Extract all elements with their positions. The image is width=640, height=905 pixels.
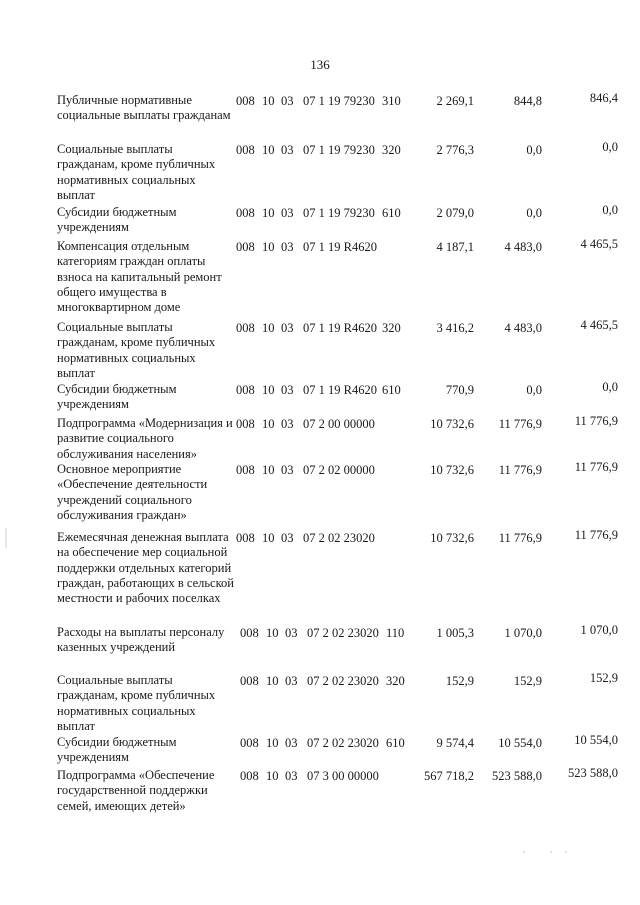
row-csr: 07 3 00 00000	[307, 769, 379, 783]
row-pr: 03	[281, 383, 294, 397]
row-value-2019: 10 732,6	[430, 531, 474, 545]
row-pr: 03	[281, 143, 294, 157]
row-rz: 10	[262, 383, 275, 397]
row-vr: 320	[382, 143, 401, 157]
row-pr: 03	[281, 94, 294, 108]
row-pr: 03	[281, 463, 294, 477]
row-ved: 008	[236, 383, 255, 397]
row-vr: 610	[382, 206, 401, 220]
row-ved: 008	[240, 626, 259, 640]
row-value-2021: 523 588,0	[568, 766, 618, 780]
row-value-2021: 10 554,0	[574, 733, 618, 747]
row-pr: 03	[285, 769, 298, 783]
row-value-2021: 0,0	[602, 140, 618, 154]
page-number: 136	[310, 57, 330, 72]
row-csr: 07 2 02 23020	[303, 531, 375, 545]
row-rz: 10	[266, 626, 279, 640]
row-name: Ежемесячная денежная выплата на обеспечение мер социальной поддержки отдельных категорий граждан, работающих в сельской местности и рабочих поселках	[57, 530, 234, 606]
row-value-2019: 152,9	[445, 674, 474, 688]
row-name: Расходы на выплаты персоналу казенных учреждений	[57, 625, 225, 655]
row-value-2021: 11 776,9	[574, 528, 618, 542]
row-ved: 008	[236, 417, 255, 431]
row-value-2021: 4 465,5	[580, 318, 618, 332]
row-vr: 320	[386, 674, 405, 688]
row-pr: 03	[285, 626, 298, 640]
row-value-2019: 10 732,6	[430, 463, 474, 477]
row-value-2019: 1 005,3	[436, 626, 474, 640]
row-pr: 03	[281, 206, 294, 220]
row-vr: 610	[386, 736, 405, 750]
row-csr: 07 1 19 79230	[303, 206, 375, 220]
row-rz: 10	[262, 463, 275, 477]
row-ved: 008	[236, 321, 255, 335]
row-value-2020: 152,9	[513, 674, 542, 688]
row-value-2020: 844,8	[513, 94, 542, 108]
row-value-2020: 0,0	[526, 383, 542, 397]
row-rz: 10	[262, 206, 275, 220]
row-csr: 07 2 02 23020	[307, 626, 379, 640]
row-name: Социальные выплаты гражданам, кроме публичных нормативных социальных выплат	[57, 142, 216, 202]
row-pr: 03	[281, 321, 294, 335]
row-value-2021: 152,9	[589, 671, 618, 685]
row-name: Компенсация отдельным категориям граждан оплаты взноса на капитальный ремонт общего имущества в многоквартирном доме	[57, 239, 222, 315]
row-name: Социальные выплаты гражданам, кроме публичных нормативных социальных выплат	[57, 320, 216, 380]
row-value-2019: 4 187,1	[436, 240, 474, 254]
row-value-2019: 3 416,2	[436, 321, 474, 335]
row-ved: 008	[236, 463, 255, 477]
row-name: Подпрограмма «Модернизация и развитие социального обслуживания населения»	[57, 416, 233, 461]
row-value-2020: 0,0	[526, 143, 542, 157]
row-value-2021: 0,0	[602, 203, 618, 217]
row-value-2020: 11 776,9	[498, 463, 542, 477]
row-value-2019: 770,9	[445, 383, 474, 397]
row-ved: 008	[236, 143, 255, 157]
row-value-2020: 10 554,0	[498, 736, 542, 750]
row-rz: 10	[262, 531, 275, 545]
row-csr: 07 1 19 R4620	[303, 383, 377, 397]
row-value-2019: 2 079,0	[436, 206, 474, 220]
row-value-2021: 11 776,9	[574, 414, 618, 428]
row-ved: 008	[236, 94, 255, 108]
row-value-2020: 523 588,0	[492, 769, 542, 783]
row-rz: 10	[262, 143, 275, 157]
row-value-2020: 4 483,0	[504, 240, 542, 254]
row-pr: 03	[281, 417, 294, 431]
row-csr: 07 1 19 79230	[303, 94, 375, 108]
row-pr: 03	[285, 736, 298, 750]
row-ved: 008	[240, 674, 259, 688]
row-pr: 03	[285, 674, 298, 688]
row-ved: 008	[236, 240, 255, 254]
row-value-2019: 10 732,6	[430, 417, 474, 431]
row-rz: 10	[266, 769, 279, 783]
row-ved: 008	[236, 531, 255, 545]
row-vr: 110	[386, 626, 405, 640]
row-value-2020: 4 483,0	[504, 321, 542, 335]
row-vr: 610	[382, 383, 401, 397]
row-name: Субсидии бюджетным учреждениям	[57, 382, 177, 412]
row-csr: 07 1 19 R4620	[303, 321, 377, 335]
row-ved: 008	[240, 736, 259, 750]
row-ved: 008	[236, 206, 255, 220]
row-value-2021: 846,4	[589, 91, 618, 105]
row-name: Основное мероприятие «Обеспечение деятельности учреждений социального обслуживания граждан»	[57, 462, 208, 522]
row-vr: 310	[382, 94, 401, 108]
row-ved: 008	[240, 769, 259, 783]
row-name: Субсидии бюджетным учреждениям	[57, 735, 177, 765]
row-value-2020: 11 776,9	[498, 417, 542, 431]
row-value-2019: 2 269,1	[436, 94, 474, 108]
row-rz: 10	[262, 240, 275, 254]
row-value-2020: 0,0	[526, 206, 542, 220]
row-pr: 03	[281, 531, 294, 545]
row-value-2020: 11 776,9	[498, 531, 542, 545]
row-value-2021: 1 070,0	[580, 623, 618, 637]
row-value-2021: 11 776,9	[574, 460, 618, 474]
row-vr: 320	[382, 321, 401, 335]
row-rz: 10	[266, 736, 279, 750]
row-csr: 07 2 02 00000	[303, 463, 375, 477]
row-rz: 10	[262, 94, 275, 108]
row-csr: 07 2 02 23020	[307, 736, 379, 750]
row-value-2019: 9 574,4	[436, 736, 474, 750]
row-pr: 03	[281, 240, 294, 254]
row-value-2020: 1 070,0	[504, 626, 542, 640]
row-name: Субсидии бюджетным учреждениям	[57, 205, 177, 235]
row-name: Подпрограмма «Обеспечение государственной поддержки семей, имеющих детей»	[57, 768, 215, 813]
row-csr: 07 1 19 79230	[303, 143, 375, 157]
row-value-2021: 0,0	[602, 380, 618, 394]
row-value-2021: 4 465,5	[580, 237, 618, 251]
row-csr: 07 2 00 00000	[303, 417, 375, 431]
row-name: Публичные нормативные социальные выплаты гражданам	[57, 93, 231, 123]
row-name: Социальные выплаты гражданам, кроме публичных нормативных социальных выплат	[57, 673, 216, 733]
row-value-2019: 567 718,2	[424, 769, 474, 783]
row-csr: 07 2 02 23020	[307, 674, 379, 688]
row-value-2019: 2 776,3	[436, 143, 474, 157]
row-csr: 07 1 19 R4620	[303, 240, 377, 254]
row-rz: 10	[262, 321, 275, 335]
row-rz: 10	[262, 417, 275, 431]
row-rz: 10	[266, 674, 279, 688]
